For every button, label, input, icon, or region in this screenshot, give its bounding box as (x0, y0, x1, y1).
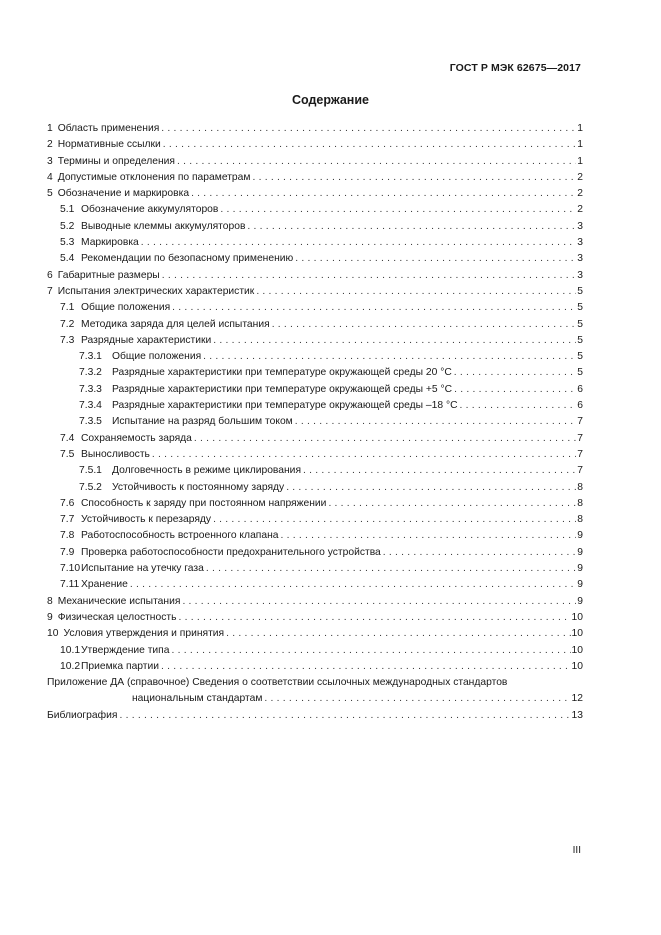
toc-entry[interactable] (47, 414, 583, 430)
toc-entry-title: Испытание на утечку газа (81, 563, 204, 575)
toc-entry[interactable] (47, 545, 583, 561)
toc-entry-number: 7.8 (60, 530, 75, 542)
toc-annex-title: Приложение ДА (справочное) Сведения о соответствии ссылочных международных стандартов (47, 677, 508, 689)
toc-entry-number: 6 (47, 269, 53, 281)
toc-entry-page: 2 (577, 188, 583, 200)
toc-entry-page: 9 (577, 546, 583, 558)
toc-entry-title: Разрядные характеристики при температуре окружающей среды 20 °С (112, 367, 452, 379)
toc-entry-page: 10 (571, 644, 583, 656)
toc-entry-title: Рекомендации по безопасному применению (81, 253, 294, 265)
toc-leader (182, 594, 576, 610)
toc-leader (162, 268, 577, 284)
toc-entry-title: Испытание на разряд большим током (112, 416, 293, 428)
toc-entry-page: 7 (577, 448, 583, 460)
toc-entry-number: 7.6 (60, 497, 75, 509)
toc-entry-number: 7.5.2 (79, 481, 102, 493)
toc-entry-page: 5 (577, 367, 583, 379)
toc-leader (213, 512, 576, 528)
toc-entry[interactable] (47, 610, 583, 626)
toc-entry-title: Разрядные характеристики при температуре окружающей среды –18 °С (112, 400, 458, 412)
toc-entry-number: 7.1 (60, 302, 75, 314)
table-of-contents (47, 121, 583, 724)
toc-entry[interactable] (47, 300, 583, 316)
toc-entry[interactable] (47, 365, 583, 381)
toc-entry-number: 10.1 (60, 644, 81, 656)
toc-entry-title: Общие положения (81, 302, 171, 314)
toc-entry-title: Приемка партии (81, 660, 160, 672)
toc-entry[interactable] (47, 251, 583, 267)
toc-entry-page: 3 (577, 269, 583, 281)
toc-entry-page: 3 (577, 237, 583, 249)
toc-entry[interactable] (47, 284, 583, 300)
toc-entry[interactable] (47, 659, 583, 675)
toc-leader (454, 365, 576, 381)
toc-entry-title: Долговечность в режиме циклирования (112, 465, 302, 477)
toc-entry-page: 9 (577, 595, 583, 607)
toc-entry[interactable] (47, 235, 583, 251)
toc-leader (220, 202, 576, 218)
toc-entry[interactable] (47, 268, 583, 284)
toc-entry-number: 7.11 (60, 579, 80, 591)
toc-entry-page: 5 (577, 302, 583, 314)
toc-entry[interactable] (47, 463, 583, 479)
toc-entry-page: 5 (577, 351, 583, 363)
toc-entry-title: Хранение (81, 579, 128, 591)
toc-entry-number: 10 (47, 628, 59, 640)
toc-leader (281, 528, 577, 544)
toc-entry[interactable] (47, 317, 583, 333)
toc-entry[interactable] (47, 121, 583, 137)
toc-leader (460, 398, 577, 414)
toc-entry-title: Механические испытания (57, 595, 181, 607)
toc-entry-title: Общие положения (112, 351, 202, 363)
toc-entry[interactable] (47, 398, 583, 414)
toc-entry-title: Обозначение и маркировка (57, 188, 190, 200)
toc-entry-title: Нормативные ссылки (57, 139, 161, 151)
toc-entry[interactable] (47, 154, 583, 170)
toc-leader (383, 545, 576, 561)
toc-entry-number: 7.3 (60, 334, 75, 346)
toc-annex-title-cont: национальным стандартам (132, 693, 263, 705)
toc-entry-page: 2 (577, 204, 583, 216)
toc-entry-number: 7 (47, 285, 53, 297)
toc-entry-page: 9 (577, 563, 583, 575)
toc-entry[interactable] (47, 137, 583, 153)
toc-entry-title: Проверка работоспособности предохранительного устройства (81, 546, 381, 558)
toc-entry-number: 7.3.1 (79, 351, 102, 363)
toc-leader (226, 626, 570, 642)
toc-entry[interactable] (47, 626, 583, 642)
toc-entry-number: 8 (47, 595, 53, 607)
toc-leader (130, 577, 576, 593)
toc-entry-page: 9 (577, 579, 583, 591)
toc-bibliography-page: 13 (571, 709, 583, 721)
toc-entry-page: 7 (577, 432, 583, 444)
toc-entry[interactable] (47, 480, 583, 496)
toc-entry-page: 10 (571, 611, 583, 623)
toc-entry[interactable] (47, 202, 583, 218)
toc-entry-page: 7 (577, 465, 583, 477)
toc-leader (252, 170, 576, 186)
toc-entry[interactable] (47, 186, 583, 202)
toc-entry-number: 5.2 (60, 220, 75, 232)
toc-leader (141, 235, 576, 251)
toc-entry[interactable] (47, 594, 583, 610)
toc-entry[interactable] (47, 349, 583, 365)
toc-entry-title: Разрядные характеристики (81, 334, 212, 346)
toc-entry-title: Методика заряда для целей испытания (81, 318, 270, 330)
toc-entry-title: Выносливость (81, 448, 150, 460)
toc-leader (272, 317, 577, 333)
toc-annex-page: 12 (571, 693, 583, 705)
toc-entry-number: 7.5 (60, 448, 75, 460)
toc-entry-title: Габаритные размеры (57, 269, 160, 281)
toc-entry[interactable] (47, 577, 583, 593)
toc-entry-title: Обозначение аккумуляторов (81, 204, 219, 216)
toc-bibliography-title: Библиография (47, 709, 118, 721)
toc-leader (303, 463, 576, 479)
toc-entry-page: 5 (577, 285, 583, 297)
toc-entry[interactable] (47, 643, 583, 659)
toc-entry[interactable] (47, 512, 583, 528)
toc-entry-number: 7.5.1 (79, 465, 102, 477)
toc-leader (161, 659, 571, 675)
toc-entry-page: 5 (577, 334, 583, 346)
toc-entry[interactable] (47, 333, 583, 349)
toc-leader (119, 708, 570, 724)
toc-entry-number: 7.2 (60, 318, 75, 330)
toc-leader (163, 137, 576, 153)
toc-entry-title: Разрядные характеристики при температуре окружающей среды +5 °С (112, 383, 453, 395)
toc-entry-page: 1 (577, 139, 583, 151)
toc-entry[interactable] (47, 219, 583, 235)
toc-entry-page: 8 (577, 497, 583, 509)
toc-leader (247, 219, 576, 235)
toc-leader (454, 382, 576, 398)
toc-entry-number: 9 (47, 611, 53, 623)
toc-leader (213, 333, 576, 349)
toc-entry-number: 5.4 (60, 253, 75, 265)
toc-entry-number: 5.1 (60, 204, 75, 216)
toc-annex[interactable] (47, 675, 583, 708)
toc-entry-number: 5.3 (60, 237, 75, 249)
toc-leader (264, 691, 570, 707)
toc-entry-title: Способность к заряду при постоянном напряжении (81, 497, 327, 509)
toc-entry[interactable] (47, 496, 583, 512)
toc-leader (161, 121, 576, 137)
document-header: ГОСТ Р МЭК 62675—2017 (449, 62, 581, 74)
toc-entry-number: 7.3.3 (79, 383, 102, 395)
toc-entry-number: 7.3.2 (79, 367, 102, 379)
toc-entry-title: Область применения (57, 123, 160, 134)
toc-entry-title: Устойчивость к перезаряду (81, 514, 212, 526)
toc-entry-title: Сохраняемость заряда (81, 432, 192, 444)
toc-entry-title: Испытания электрических характеристик (57, 285, 255, 297)
toc-entry-page: 3 (577, 220, 583, 232)
toc-entry-page: 10 (571, 628, 583, 640)
toc-leader (206, 561, 576, 577)
toc-leader (295, 251, 576, 267)
toc-entry-title: Физическая целостность (57, 611, 177, 623)
toc-entry-page: 7 (577, 416, 583, 428)
toc-entry-number: 4 (47, 171, 53, 183)
toc-entry-page: 6 (577, 383, 583, 395)
toc-entry-title: Условия утверждения и принятия (63, 628, 225, 640)
toc-leader (203, 349, 576, 365)
toc-entry-number: 7.3.5 (79, 416, 102, 428)
toc-entry-page: 10 (571, 660, 583, 672)
toc-entry-title: Работоспособность встроенного клапана (81, 530, 279, 542)
toc-entry-number: 10.2 (60, 660, 81, 672)
toc-leader (172, 300, 576, 316)
toc-entry-number: 1 (47, 123, 53, 134)
toc-leader (191, 186, 576, 202)
toc-entry-page: 8 (577, 514, 583, 526)
toc-entry-number: 7.3.4 (79, 400, 102, 412)
toc-bibliography[interactable] (47, 708, 583, 724)
toc-entry-title: Устойчивость к постоянному заряду (112, 481, 285, 493)
toc-entry-page: 5 (577, 318, 583, 330)
toc-entry-title: Маркировка (81, 237, 139, 249)
toc-entry-page: 1 (577, 155, 583, 167)
toc-leader (152, 447, 576, 463)
toc-entry-title: Термины и определения (57, 155, 175, 167)
toc-entry-number: 2 (47, 139, 53, 151)
toc-leader (171, 643, 570, 659)
toc-leader (177, 154, 576, 170)
toc-entry[interactable] (47, 382, 583, 398)
toc-entry[interactable] (47, 561, 583, 577)
toc-leader (256, 284, 576, 300)
toc-entry[interactable] (47, 431, 583, 447)
toc-entry-page: 9 (577, 530, 583, 542)
toc-entry-page: 8 (577, 481, 583, 493)
toc-entry-page: 2 (577, 171, 583, 183)
toc-entry-page: 6 (577, 400, 583, 412)
toc-leader (328, 496, 576, 512)
toc-entry[interactable] (47, 170, 583, 186)
toc-entry-title: Выводные клеммы аккумуляторов (81, 220, 246, 232)
toc-entry-number: 7.10 (60, 563, 81, 575)
toc-entry-title: Допустимые отклонения по параметрам (57, 171, 251, 183)
toc-leader (286, 480, 576, 496)
toc-entry-number: 3 (47, 155, 53, 167)
toc-entry[interactable] (47, 447, 583, 463)
toc-leader (178, 610, 570, 626)
toc-entry-number: 7.7 (60, 514, 75, 526)
toc-entry-number: 5 (47, 188, 53, 200)
page-title: Содержание (291, 93, 369, 107)
toc-entry-number: 7.9 (60, 546, 75, 558)
toc-entry-page: 1 (577, 123, 583, 134)
toc-entry-number: 7.4 (60, 432, 75, 444)
toc-entry-page: 3 (577, 253, 583, 265)
page-number: III (572, 845, 581, 856)
toc-entry-title: Утверждение типа (81, 644, 170, 656)
toc-entry[interactable] (47, 528, 583, 544)
toc-leader (295, 414, 577, 430)
toc-leader (194, 431, 576, 447)
